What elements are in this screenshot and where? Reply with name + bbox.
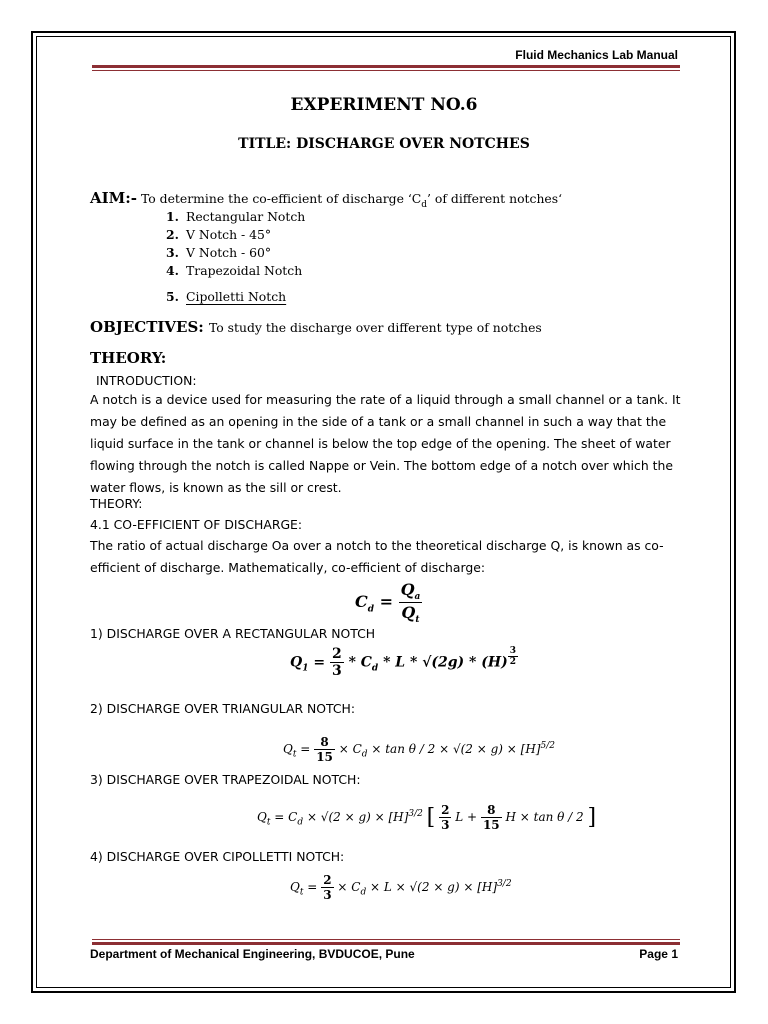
tri-tail: × tan θ / 2 × √(2 × g) × [H]	[367, 742, 541, 756]
cd-num: Q	[400, 580, 415, 599]
cip-heading: 4) DISCHARGE OVER CIPOLLETTI NOTCH:	[90, 849, 345, 864]
aim-text: To determine the co-efficient of discharge ‘C	[137, 191, 422, 206]
cip-pre-sub: t	[299, 887, 304, 898]
aim-text-end: ’ of different notches‘	[427, 191, 563, 206]
trap-frac2	[481, 803, 502, 832]
theory-sublabel: THEORY:	[90, 496, 143, 511]
objectives-text: To study the discharge over different type of notches	[208, 320, 542, 335]
notch-list-item	[166, 227, 271, 242]
cip-tail: × L × √(2 × g) × [H]	[366, 880, 498, 894]
cip-frac-num: 2	[323, 873, 332, 887]
header-rule	[92, 65, 680, 68]
footer-page-number: Page 1	[639, 947, 678, 961]
list-num: 1.	[166, 209, 179, 224]
cd-fraction	[399, 580, 423, 625]
list-num: 2.	[166, 227, 179, 242]
notch-list-item	[166, 245, 271, 260]
footer-rule	[92, 942, 680, 945]
rect-exp-den: 2	[509, 657, 516, 667]
trap-frac1-den: 3	[441, 818, 450, 832]
cip-pre: Q	[290, 880, 300, 894]
notch-list-item	[166, 263, 302, 278]
rect-frac-num: 2	[331, 646, 342, 662]
list-label: Trapezoidal Notch	[186, 263, 303, 278]
rect-exponent	[508, 646, 518, 667]
objectives-line	[90, 317, 542, 336]
trap-frac2-num: 8	[481, 803, 502, 818]
intro-label: INTRODUCTION:	[96, 373, 197, 388]
trap-body: = C	[274, 810, 298, 824]
rect-body-sub: d	[371, 663, 379, 674]
trap-mid: × √(2 × g) × [H]	[303, 810, 409, 824]
trap-frac1-num: 2	[441, 803, 450, 817]
cd-lhs-sub: d	[367, 604, 375, 615]
experiment-subtitle: TITLE: DISCHARGE OVER NOTCHES	[238, 136, 530, 152]
trap-body-sub: d	[297, 817, 304, 828]
list-num: 5.	[166, 289, 179, 304]
trap-bracket-tail: H × tan θ / 2	[505, 810, 584, 824]
rect-heading: 1) DISCHARGE OVER A RECTANGULAR NOTCH	[90, 626, 376, 641]
notch-list-item	[166, 289, 286, 304]
notch-list-item	[166, 209, 305, 224]
tri-frac-num: 8	[314, 735, 335, 750]
tri-frac-den: 15	[316, 750, 333, 764]
intro-paragraph: A notch is a device used for measuring the rate of a liquid through a small channel or a tank. It may be defined as an opening in the side of a tank or a small channel in such a way that the liquid surface in the tank or channel is below the top edge of the opening. The sheet of water flowing through the notch is called Nappe or Vein. The bottom edge of a notch over which the water flows, is known as the sill or crest.	[90, 392, 681, 495]
tri-heading: 2) DISCHARGE OVER TRIANGULAR NOTCH:	[90, 701, 355, 716]
cd-lhs: C	[355, 592, 368, 612]
tri-body: × C	[338, 742, 362, 756]
rect-pre-sub: 1	[302, 663, 309, 674]
rect-fraction	[330, 646, 344, 679]
cip-exponent: 3/2	[497, 879, 512, 889]
tri-fraction	[314, 735, 335, 764]
list-num: 3.	[166, 245, 179, 260]
trap-bracket-mid: L +	[455, 810, 478, 824]
trap-frac1	[439, 803, 451, 832]
header-rule-thin	[92, 70, 680, 71]
cip-body-sub: d	[360, 887, 367, 898]
cip-fraction	[321, 873, 333, 902]
tri-body-sub: d	[361, 749, 368, 760]
rect-exp-num: 3	[509, 646, 516, 656]
experiment-title: EXPERIMENT NO.6	[290, 95, 478, 115]
trap-exponent: 3/2	[408, 809, 423, 819]
cd-formula: $C_d$ = $\frac{Q_a}{Q_t}$	[355, 580, 421, 626]
trap-formula: $Q_t = C_d \times √(2 \times g) \times [H]^{3/2}$ [ $\frac{2}{3}$ L + $\frac{8}{15}$ H × tan θ / 2 ]	[257, 803, 597, 832]
trap-pre-sub: t	[266, 817, 271, 828]
cd-den-sub: t	[415, 615, 420, 626]
tri-pre: Q	[283, 742, 293, 756]
trap-heading: 3) DISCHARGE OVER TRAPEZOIDAL NOTCH:	[90, 772, 361, 787]
cip-body: × C	[337, 880, 361, 894]
objectives-label: OBJECTIVES:	[90, 318, 204, 336]
aim-label: AIM:-	[90, 189, 138, 207]
cip-formula: $Q_t$ = $\frac{2}{3}$ × $C_d \times L \times √(2 \times g) \times [H]^{3/2}$	[290, 873, 512, 902]
tri-exponent: 5/2	[540, 741, 555, 751]
rect-pre: Q	[290, 654, 303, 671]
rect-frac-den: 3	[331, 663, 342, 679]
theory-heading: THEORY:	[90, 349, 167, 367]
list-label: V Notch - 60°	[186, 245, 272, 260]
aim-text-sub: d	[421, 200, 428, 211]
cd-den: Q	[401, 603, 416, 623]
trap-pre: Q	[257, 810, 267, 824]
rect-body: * C	[348, 654, 372, 671]
aim-line	[90, 188, 562, 210]
section-label: 4.1 CO-EFFICIENT OF DISCHARGE:	[90, 517, 303, 532]
list-label: Cipolletti Notch	[186, 289, 287, 304]
rect-tail: * L * √(2g) * (H)	[378, 654, 508, 671]
list-num: 4.	[166, 263, 179, 278]
trap-frac2-den: 15	[482, 818, 500, 832]
tri-pre-sub: t	[292, 749, 297, 760]
footer-rule-thin	[92, 939, 680, 940]
rect-formula: $Q_1$ = $\frac{2}{3}$ * $C_d$ * L * √(2g) * (H) $\frac{3}{2}$	[290, 646, 516, 679]
tri-formula: $Q_t$ = $\frac{8}{15}$ × $C_d \times \tan \theta / 2 \times √(2 \times g) \times [H]^{5/2}$	[283, 735, 555, 764]
section-paragraph: The ratio of actual discharge Oa over a notch to the theoretical discharge Q, is known as co-efficient of discharge. Mathematically, co-efficient of discharge:	[90, 538, 664, 575]
list-label: Rectangular Notch	[186, 209, 306, 224]
list-label: V Notch - 45°	[186, 227, 272, 242]
page-border-inner	[36, 36, 731, 988]
footer-department: Department of Mechanical Engineering, BVDUCOE, Pune	[90, 947, 415, 961]
header-manual-title: Fluid Mechanics Lab Manual	[515, 48, 678, 62]
cip-frac-den: 3	[323, 888, 332, 902]
cd-num-sub: a	[414, 592, 421, 603]
